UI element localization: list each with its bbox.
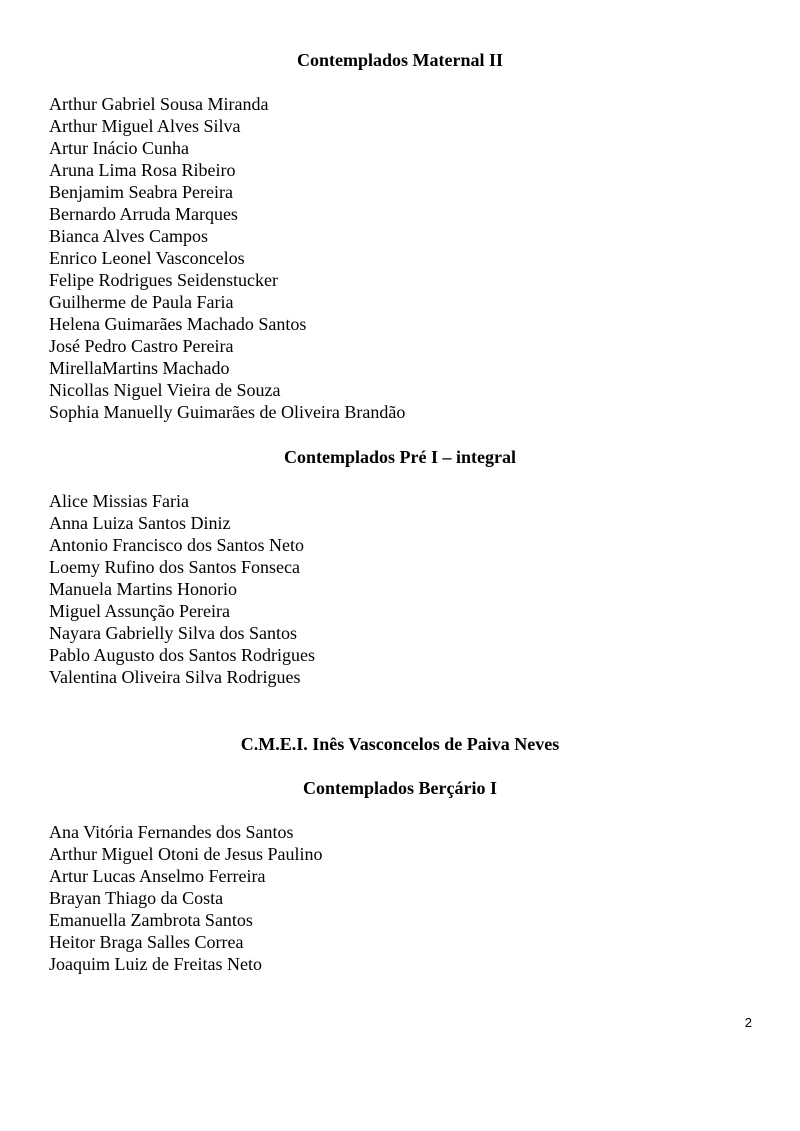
list-item: Arthur Gabriel Sousa Miranda [49, 94, 269, 114]
list-item: Brayan Thiago da Costa [49, 888, 224, 908]
list-item: Miguel Assunção Pereira [49, 601, 230, 621]
list-item: Arthur Miguel Alves Silva [49, 116, 241, 136]
list-item: Bernardo Arruda Marques [49, 204, 238, 224]
page-number: 2 [744, 1015, 752, 1030]
list-item: Artur Lucas Anselmo Ferreira [49, 866, 266, 886]
list-item: Manuela Martins Honorio [49, 579, 237, 599]
list-item: Guilherme de Paula Faria [49, 292, 234, 312]
section-heading-bercario-i: Contemplados Berçário I [303, 778, 497, 798]
list-item: Nayara Gabrielly Silva dos Santos [49, 623, 297, 643]
list-item: Arthur Miguel Otoni de Jesus Paulino [49, 844, 323, 864]
list-item: Pablo Augusto dos Santos Rodrigues [49, 645, 316, 665]
name-list-bercario-i [49, 821, 322, 975]
name-list-pre-i-integral [49, 490, 315, 688]
list-item: Nicollas Niguel Vieira de Souza [49, 380, 281, 400]
section-heading-pre-i-integral: Contemplados Pré I – integral [284, 447, 516, 467]
list-item: Ana Vitória Fernandes dos Santos [49, 822, 294, 842]
list-item: José Pedro Castro Pereira [49, 336, 234, 356]
list-item: Helena Guimarães Machado Santos [49, 314, 307, 334]
institution-heading: C.M.E.I. Inês Vasconcelos de Paiva Neves [240, 734, 560, 754]
name-list-maternal-ii [49, 93, 405, 423]
list-item: Enrico Leonel Vasconcelos [49, 248, 245, 268]
list-item: Valentina Oliveira Silva Rodrigues [49, 667, 301, 687]
list-item: Antonio Francisco dos Santos Neto [49, 535, 304, 555]
list-item: Loemy Rufino dos Santos Fonseca [49, 557, 300, 577]
list-item: Emanuella Zambrota Santos [49, 910, 253, 930]
list-item: Alice Missias Faria [49, 491, 189, 511]
list-item: Aruna Lima Rosa Ribeiro [49, 160, 236, 180]
list-item: Felipe Rodrigues Seidenstucker [49, 270, 278, 290]
list-item: Heitor Braga Salles Correa [49, 932, 244, 952]
list-item: Joaquim Luiz de Freitas Neto [49, 954, 262, 974]
list-item: Artur Inácio Cunha [49, 138, 189, 158]
section-heading-maternal-ii: Contemplados Maternal II [297, 50, 503, 70]
list-item: Bianca Alves Campos [49, 226, 208, 246]
list-item: Sophia Manuelly Guimarães de Oliveira Brandão [49, 402, 406, 422]
list-item: MirellaMartins Machado [49, 358, 230, 378]
list-item: Anna Luiza Santos Diniz [49, 513, 231, 533]
list-item: Benjamim Seabra Pereira [49, 182, 233, 202]
